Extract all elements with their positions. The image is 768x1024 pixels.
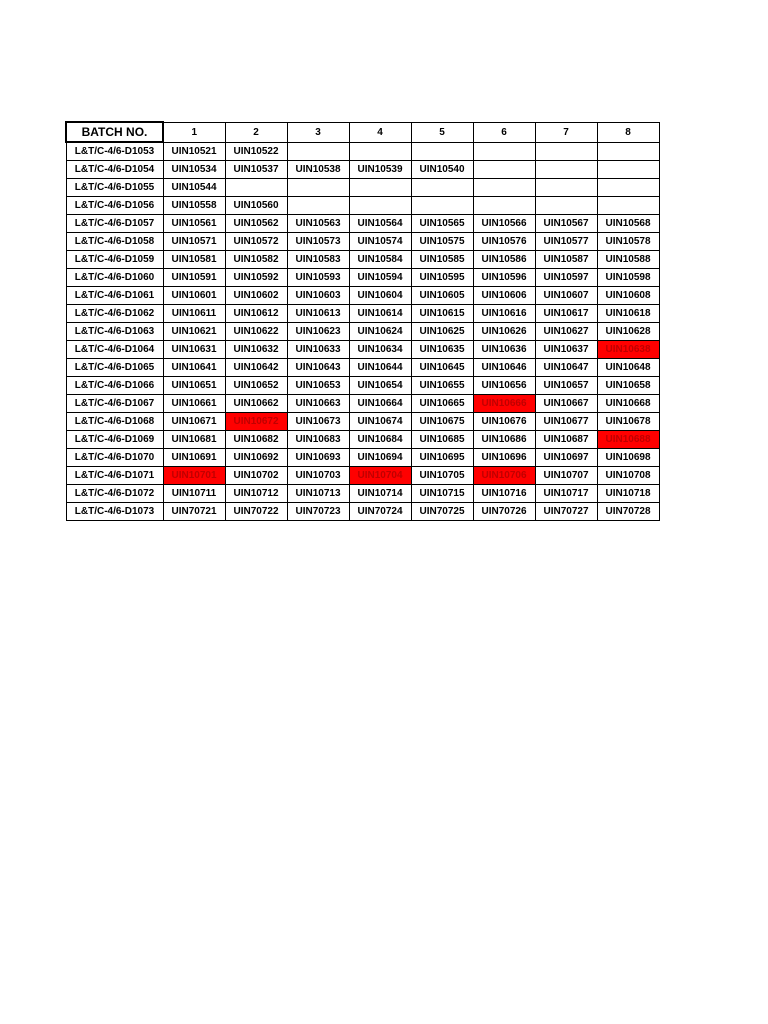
uin-cell: UIN10563 — [287, 215, 349, 233]
uin-cell: UIN10637 — [535, 341, 597, 359]
empty-cell — [597, 197, 659, 215]
uin-cell: UIN10575 — [411, 233, 473, 251]
batch-number-cell: L&T/C-4/6-D1070 — [66, 449, 163, 467]
table-row — [66, 323, 659, 341]
uin-cell: UIN10664 — [349, 395, 411, 413]
uin-cell: UIN10622 — [225, 323, 287, 341]
empty-cell — [287, 142, 349, 161]
uin-cell: UIN10698 — [597, 449, 659, 467]
uin-cell: UIN10564 — [349, 215, 411, 233]
uin-cell: UIN10665 — [411, 395, 473, 413]
uin-cell: UIN10568 — [597, 215, 659, 233]
empty-cell — [473, 142, 535, 161]
uin-cell: UIN10562 — [225, 215, 287, 233]
uin-cell: UIN10668 — [597, 395, 659, 413]
batch-number-cell: L&T/C-4/6-D1068 — [66, 413, 163, 431]
table-row — [66, 467, 659, 485]
uin-cell: UIN10647 — [535, 359, 597, 377]
uin-cell: UIN10534 — [163, 161, 225, 179]
uin-cell: UIN10651 — [163, 377, 225, 395]
empty-cell — [535, 197, 597, 215]
empty-cell — [597, 142, 659, 161]
uin-cell: UIN10714 — [349, 485, 411, 503]
batch-number-cell: L&T/C-4/6-D1073 — [66, 503, 163, 521]
uin-cell: UIN70725 — [411, 503, 473, 521]
batch-table — [65, 121, 660, 521]
uin-cell: UIN10625 — [411, 323, 473, 341]
uin-cell: UIN10681 — [163, 431, 225, 449]
uin-cell: UIN10708 — [597, 467, 659, 485]
uin-cell: UIN10682 — [225, 431, 287, 449]
flagged-uin-cell: UIN10704 — [349, 467, 411, 485]
table-row — [66, 251, 659, 269]
uin-cell: UIN10593 — [287, 269, 349, 287]
table-row — [66, 413, 659, 431]
batch-number-cell: L&T/C-4/6-D1058 — [66, 233, 163, 251]
uin-cell: UIN10687 — [535, 431, 597, 449]
uin-cell: UIN10585 — [411, 251, 473, 269]
uin-cell: UIN10674 — [349, 413, 411, 431]
uin-cell: UIN10571 — [163, 233, 225, 251]
uin-cell: UIN10604 — [349, 287, 411, 305]
empty-cell — [349, 179, 411, 197]
flagged-uin-cell: UIN10638 — [597, 341, 659, 359]
uin-cell: UIN10655 — [411, 377, 473, 395]
uin-cell: UIN10717 — [535, 485, 597, 503]
uin-cell: UIN10713 — [287, 485, 349, 503]
uin-cell: UIN10602 — [225, 287, 287, 305]
header-row — [66, 122, 659, 142]
uin-cell: UIN10661 — [163, 395, 225, 413]
uin-cell: UIN10623 — [287, 323, 349, 341]
uin-cell: UIN10678 — [597, 413, 659, 431]
uin-cell: UIN10603 — [287, 287, 349, 305]
table-row — [66, 215, 659, 233]
uin-cell: UIN10675 — [411, 413, 473, 431]
uin-cell: UIN10673 — [287, 413, 349, 431]
uin-cell: UIN10587 — [535, 251, 597, 269]
batch-number-cell: L&T/C-4/6-D1057 — [66, 215, 163, 233]
uin-cell: UIN10596 — [473, 269, 535, 287]
batch-number-cell: L&T/C-4/6-D1059 — [66, 251, 163, 269]
table-row — [66, 179, 659, 197]
uin-cell: UIN10693 — [287, 449, 349, 467]
column-header-6: 6 — [473, 122, 535, 142]
column-header-7: 7 — [535, 122, 597, 142]
batch-number-cell: L&T/C-4/6-D1072 — [66, 485, 163, 503]
table-row — [66, 197, 659, 215]
uin-cell: UIN10683 — [287, 431, 349, 449]
uin-cell: UIN10592 — [225, 269, 287, 287]
table-row — [66, 359, 659, 377]
uin-cell: UIN10616 — [473, 305, 535, 323]
uin-cell: UIN10612 — [225, 305, 287, 323]
empty-cell — [535, 179, 597, 197]
uin-cell: UIN10608 — [597, 287, 659, 305]
empty-cell — [225, 179, 287, 197]
batch-number-cell: L&T/C-4/6-D1062 — [66, 305, 163, 323]
batch-number-cell: L&T/C-4/6-D1056 — [66, 197, 163, 215]
uin-cell: UIN10632 — [225, 341, 287, 359]
uin-cell: UIN10653 — [287, 377, 349, 395]
empty-cell — [473, 179, 535, 197]
uin-cell: UIN10522 — [225, 142, 287, 161]
uin-cell: UIN10658 — [597, 377, 659, 395]
flagged-uin-cell: UIN10666 — [473, 395, 535, 413]
empty-cell — [349, 142, 411, 161]
uin-cell: UIN10601 — [163, 287, 225, 305]
uin-cell: UIN10626 — [473, 323, 535, 341]
empty-cell — [535, 142, 597, 161]
uin-cell: UIN10677 — [535, 413, 597, 431]
uin-cell: UIN10716 — [473, 485, 535, 503]
uin-cell: UIN10697 — [535, 449, 597, 467]
uin-cell: UIN10521 — [163, 142, 225, 161]
uin-cell: UIN10676 — [473, 413, 535, 431]
batch-number-cell: L&T/C-4/6-D1063 — [66, 323, 163, 341]
table-row — [66, 395, 659, 413]
uin-cell: UIN10694 — [349, 449, 411, 467]
uin-cell: UIN10656 — [473, 377, 535, 395]
column-header-2: 2 — [225, 122, 287, 142]
empty-cell — [287, 179, 349, 197]
uin-cell: UIN10611 — [163, 305, 225, 323]
uin-cell: UIN10558 — [163, 197, 225, 215]
uin-cell: UIN10561 — [163, 215, 225, 233]
flagged-uin-cell: UIN10701 — [163, 467, 225, 485]
uin-cell: UIN10617 — [535, 305, 597, 323]
uin-cell: UIN10695 — [411, 449, 473, 467]
uin-cell: UIN10633 — [287, 341, 349, 359]
uin-cell: UIN70726 — [473, 503, 535, 521]
table-row — [66, 233, 659, 251]
column-header-4: 4 — [349, 122, 411, 142]
uin-cell: UIN10691 — [163, 449, 225, 467]
batch-number-cell: L&T/C-4/6-D1069 — [66, 431, 163, 449]
table-row — [66, 341, 659, 359]
uin-cell: UIN10642 — [225, 359, 287, 377]
table-body — [66, 142, 659, 521]
uin-cell: UIN10711 — [163, 485, 225, 503]
uin-cell: UIN10685 — [411, 431, 473, 449]
uin-cell: UIN70721 — [163, 503, 225, 521]
uin-cell: UIN10618 — [597, 305, 659, 323]
uin-cell: UIN70724 — [349, 503, 411, 521]
table-row — [66, 431, 659, 449]
uin-cell: UIN10663 — [287, 395, 349, 413]
uin-cell: UIN10544 — [163, 179, 225, 197]
uin-cell: UIN10577 — [535, 233, 597, 251]
empty-cell — [473, 161, 535, 179]
uin-cell: UIN10652 — [225, 377, 287, 395]
uin-cell: UIN10588 — [597, 251, 659, 269]
batch-number-cell: L&T/C-4/6-D1064 — [66, 341, 163, 359]
uin-cell: UIN10644 — [349, 359, 411, 377]
uin-cell: UIN10631 — [163, 341, 225, 359]
uin-cell: UIN10566 — [473, 215, 535, 233]
batch-number-cell: L&T/C-4/6-D1060 — [66, 269, 163, 287]
uin-cell: UIN10586 — [473, 251, 535, 269]
table-row — [66, 485, 659, 503]
empty-cell — [535, 161, 597, 179]
uin-cell: UIN10628 — [597, 323, 659, 341]
table-row — [66, 449, 659, 467]
uin-cell: UIN10576 — [473, 233, 535, 251]
table-row — [66, 377, 659, 395]
uin-cell: UIN10654 — [349, 377, 411, 395]
uin-cell: UIN70722 — [225, 503, 287, 521]
uin-cell: UIN10614 — [349, 305, 411, 323]
uin-cell: UIN10567 — [535, 215, 597, 233]
uin-cell: UIN10635 — [411, 341, 473, 359]
uin-cell: UIN70727 — [535, 503, 597, 521]
uin-cell: UIN10582 — [225, 251, 287, 269]
uin-cell: UIN10573 — [287, 233, 349, 251]
uin-cell: UIN10624 — [349, 323, 411, 341]
empty-cell — [597, 161, 659, 179]
batch-number-cell: L&T/C-4/6-D1066 — [66, 377, 163, 395]
uin-cell: UIN10598 — [597, 269, 659, 287]
uin-cell: UIN10615 — [411, 305, 473, 323]
uin-cell: UIN10702 — [225, 467, 287, 485]
uin-cell: UIN10662 — [225, 395, 287, 413]
uin-cell: UIN10684 — [349, 431, 411, 449]
empty-cell — [597, 179, 659, 197]
uin-cell: UIN10595 — [411, 269, 473, 287]
uin-cell: UIN10705 — [411, 467, 473, 485]
empty-cell — [411, 197, 473, 215]
uin-cell: UIN10703 — [287, 467, 349, 485]
column-header-8: 8 — [597, 122, 659, 142]
flagged-uin-cell: UIN10672 — [225, 413, 287, 431]
uin-cell: UIN10696 — [473, 449, 535, 467]
uin-cell: UIN10539 — [349, 161, 411, 179]
uin-cell: UIN10584 — [349, 251, 411, 269]
uin-cell: UIN10606 — [473, 287, 535, 305]
uin-cell: UIN10581 — [163, 251, 225, 269]
uin-cell: UIN10538 — [287, 161, 349, 179]
uin-cell: UIN70723 — [287, 503, 349, 521]
table-row — [66, 305, 659, 323]
uin-cell: UIN10707 — [535, 467, 597, 485]
uin-cell: UIN10607 — [535, 287, 597, 305]
empty-cell — [287, 197, 349, 215]
batch-number-cell: L&T/C-4/6-D1061 — [66, 287, 163, 305]
flagged-uin-cell: UIN10688 — [597, 431, 659, 449]
batch-number-cell: L&T/C-4/6-D1067 — [66, 395, 163, 413]
uin-cell: UIN10605 — [411, 287, 473, 305]
uin-cell: UIN10718 — [597, 485, 659, 503]
uin-cell: UIN10560 — [225, 197, 287, 215]
uin-cell: UIN10712 — [225, 485, 287, 503]
table-row — [66, 287, 659, 305]
uin-cell: UIN10686 — [473, 431, 535, 449]
column-header-5: 5 — [411, 122, 473, 142]
empty-cell — [349, 197, 411, 215]
uin-cell: UIN10572 — [225, 233, 287, 251]
uin-cell: UIN10657 — [535, 377, 597, 395]
batch-number-cell: L&T/C-4/6-D1055 — [66, 179, 163, 197]
uin-cell: UIN10537 — [225, 161, 287, 179]
table-row — [66, 161, 659, 179]
uin-cell: UIN10627 — [535, 323, 597, 341]
uin-cell: UIN10621 — [163, 323, 225, 341]
uin-cell: UIN10641 — [163, 359, 225, 377]
uin-cell: UIN10646 — [473, 359, 535, 377]
uin-cell: UIN10634 — [349, 341, 411, 359]
batch-number-cell: L&T/C-4/6-D1071 — [66, 467, 163, 485]
uin-cell: UIN10594 — [349, 269, 411, 287]
column-header-batch-no: BATCH NO. — [66, 122, 163, 142]
batch-number-cell: L&T/C-4/6-D1054 — [66, 161, 163, 179]
uin-cell: UIN10636 — [473, 341, 535, 359]
uin-cell: UIN10565 — [411, 215, 473, 233]
table-row — [66, 142, 659, 161]
uin-cell: UIN10648 — [597, 359, 659, 377]
batch-number-cell: L&T/C-4/6-D1053 — [66, 142, 163, 161]
uin-cell: UIN10578 — [597, 233, 659, 251]
uin-cell: UIN10667 — [535, 395, 597, 413]
uin-cell: UIN10591 — [163, 269, 225, 287]
table-row — [66, 269, 659, 287]
uin-cell: UIN10643 — [287, 359, 349, 377]
uin-cell: UIN10597 — [535, 269, 597, 287]
table-header — [66, 122, 659, 142]
column-header-3: 3 — [287, 122, 349, 142]
uin-cell: UIN10645 — [411, 359, 473, 377]
empty-cell — [411, 142, 473, 161]
uin-cell: UIN10583 — [287, 251, 349, 269]
uin-cell: UIN10540 — [411, 161, 473, 179]
empty-cell — [473, 197, 535, 215]
uin-cell: UIN70728 — [597, 503, 659, 521]
uin-cell: UIN10671 — [163, 413, 225, 431]
column-header-1: 1 — [163, 122, 225, 142]
uin-cell: UIN10613 — [287, 305, 349, 323]
uin-cell: UIN10574 — [349, 233, 411, 251]
flagged-uin-cell: UIN10706 — [473, 467, 535, 485]
table-row — [66, 503, 659, 521]
uin-cell: UIN10715 — [411, 485, 473, 503]
empty-cell — [411, 179, 473, 197]
uin-cell: UIN10692 — [225, 449, 287, 467]
batch-number-cell: L&T/C-4/6-D1065 — [66, 359, 163, 377]
